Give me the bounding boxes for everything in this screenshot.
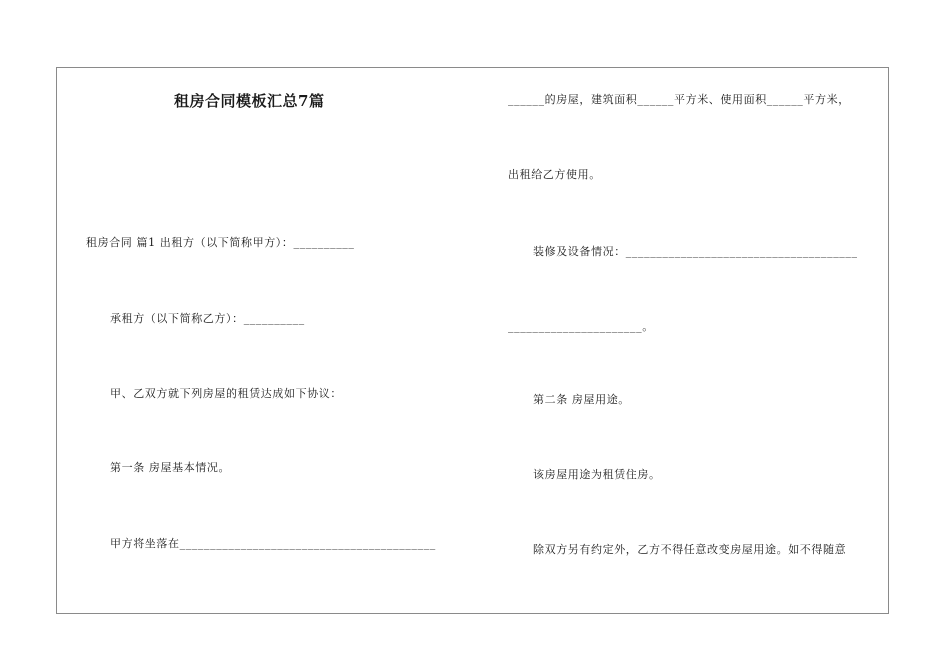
contract-heading-line: 租房合同 篇1 出租方（以下简称甲方）：__________ [86, 236, 355, 249]
article-two-heading: 第二条 房屋用途。 [533, 393, 630, 406]
usage-purpose-line: 该房屋用途为租赁住房。 [533, 468, 661, 481]
decoration-continuation-line: ______________________。 [508, 320, 654, 333]
document-title: 租房合同模板汇总7篇 [174, 92, 325, 110]
document-page [56, 67, 889, 614]
usage-restriction-line: 除双方另有约定外，乙方不得任意改变房屋用途。如不得随意 [533, 543, 847, 556]
property-area-line: ______的房屋，建筑面积______平方米、使用面积______平方米， [508, 93, 850, 106]
agreement-intro-line: 甲、乙双方就下列房屋的租赁达成如下协议： [110, 387, 342, 400]
property-location-line: 甲方将坐落在__________________________________________ [110, 537, 436, 550]
rental-use-line: 出租给乙方使用。 [508, 168, 601, 181]
article-one-heading: 第一条 房屋基本情况。 [110, 461, 231, 474]
lessee-line: 承租方（以下简称乙方）：__________ [110, 312, 305, 325]
decoration-equipment-line: 装修及设备情况：______________________________________ [533, 245, 858, 258]
